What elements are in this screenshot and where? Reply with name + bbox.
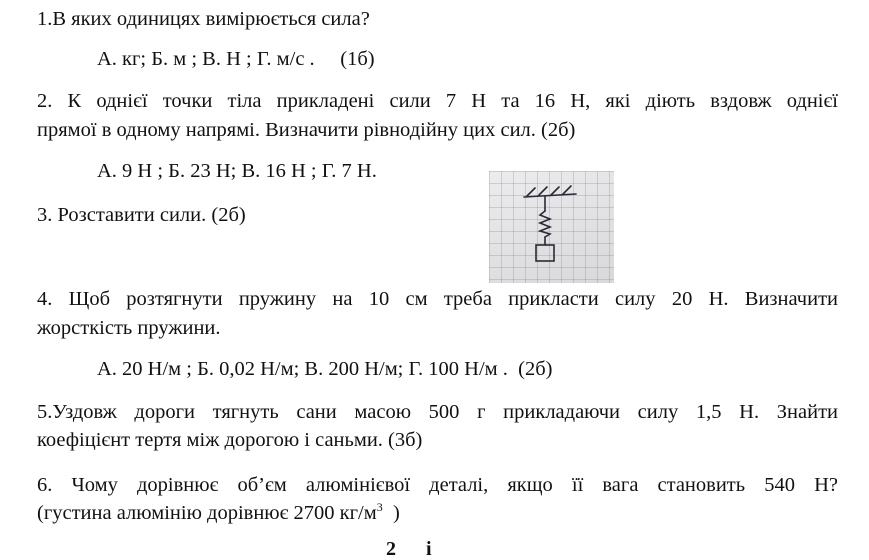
spring-diagram-drawing [489, 171, 614, 283]
question-4-line-1: 4. Щоб розтягнути пружину на 10 см треба прикласти силу 20 Н. Визначити [37, 288, 838, 310]
question-2-line-2: прямої в одному напрямі. Визначити рівнодійну цих сил. (2б) [37, 119, 576, 141]
spring-coil [540, 211, 550, 237]
question-1-options: А. кг; Б. м ; В. Н ; Г. м/с . (1б) [97, 48, 375, 70]
cubic-superscript: 3 [376, 500, 383, 514]
question-5-line-2: коефіцієнт тертя між дорогою і саньми. (3б) [37, 429, 423, 451]
question-6-closing-paren: ) [382, 502, 400, 524]
question-4-line-2: жорсткість пружини. [37, 317, 221, 339]
ceiling-hatch [539, 187, 547, 195]
spring-weight-diagram-icon [489, 171, 614, 283]
question-6-line-1: 6. Чому дорівнює об’єм алюмінієвої деталі, якщо її вага становить 540 Н? [37, 474, 838, 496]
question-5-line-1: 5.Уздовж дороги тягнуть сани масою 500 г прикладаючи силу 1,5 Н. Знайти [37, 401, 838, 423]
ceiling-hatch [527, 188, 535, 196]
question-6-line-2 [37, 501, 400, 525]
weight-block [536, 245, 554, 261]
ceiling-line [524, 194, 576, 197]
ceiling-hatch [551, 187, 559, 195]
ceiling-hatch [563, 186, 571, 194]
question-2-options: А. 9 Н ; Б. 23 Н; В. 16 Н ; Г. 7 Н. [97, 160, 377, 182]
question-4-options: А. 20 Н/м ; Б. 0,02 Н/м; В. 200 Н/м; Г. 100 Н/м . (2б) [97, 358, 553, 380]
question-1-text: 1.В яких одиницях вимірюється сила? [37, 8, 370, 30]
question-6-density-text: (густина алюмінію дорівнює 2700 кг/м [37, 502, 377, 524]
question-3-text: 3. Розставити сили. (2б) [37, 204, 246, 226]
question-2-line-1: 2. К однієї точки тіла прикладені сили 7 Н та 16 Н, які діють вздовж однієї [37, 90, 838, 112]
cut-off-heading: 2 і [386, 538, 432, 560]
